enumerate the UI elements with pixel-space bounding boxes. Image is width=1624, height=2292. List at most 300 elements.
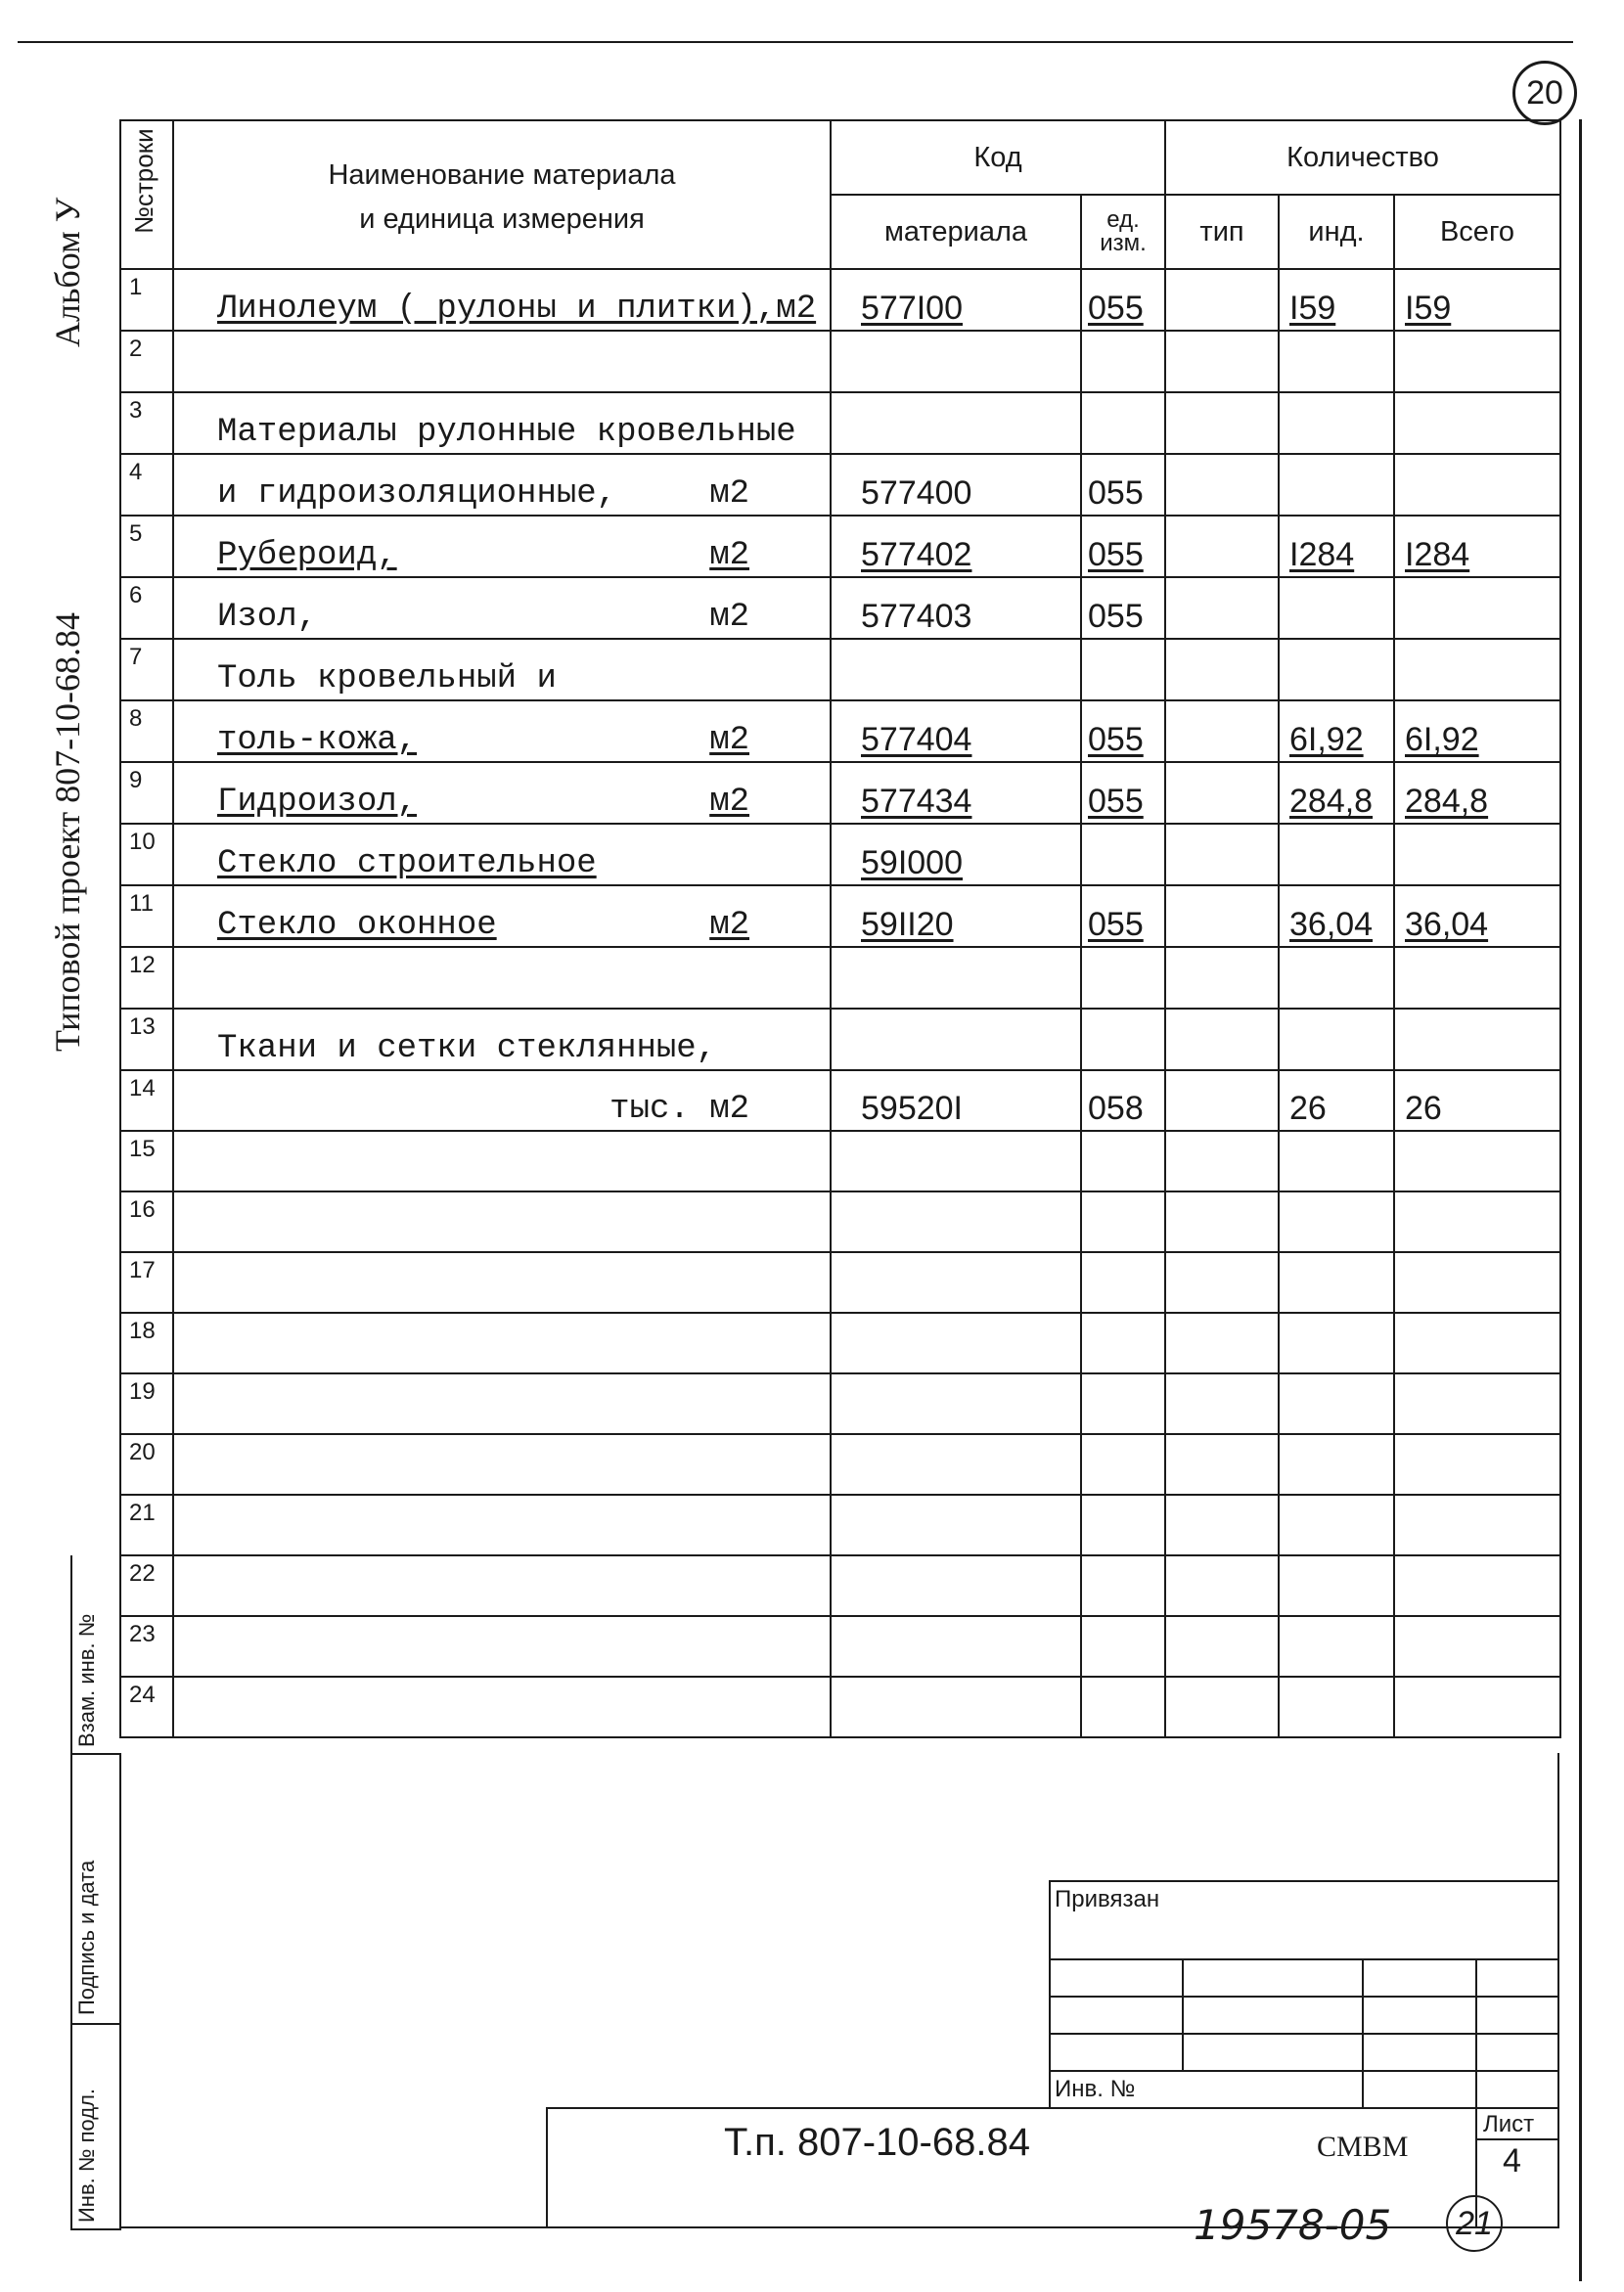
row-number-text: 10 bbox=[129, 829, 156, 855]
qty-ind bbox=[1279, 1495, 1394, 1555]
qty-type bbox=[1165, 269, 1279, 331]
material-code-text: 577403 bbox=[861, 598, 972, 635]
title-block-line bbox=[546, 2107, 548, 2226]
material-name bbox=[173, 1373, 831, 1434]
material-code-text: 577402 bbox=[861, 536, 972, 573]
unit-code bbox=[1081, 577, 1165, 639]
material-code-text: 577I00 bbox=[861, 290, 963, 327]
qty-type bbox=[1165, 516, 1279, 577]
qty-total bbox=[1394, 1677, 1560, 1737]
unit-code bbox=[1081, 700, 1165, 762]
title-block-line bbox=[1049, 1880, 1559, 1882]
table-row bbox=[120, 885, 1560, 947]
row-number-text: 15 bbox=[129, 1136, 156, 1162]
material-name bbox=[173, 1616, 831, 1677]
qty-total bbox=[1394, 639, 1560, 700]
material-name-text: Толь кровельный и bbox=[217, 660, 557, 697]
col-name-line2: и единица измерения bbox=[359, 203, 645, 235]
material-name-text: Стекло оконное bbox=[217, 907, 497, 944]
material-name bbox=[173, 639, 831, 700]
material-name bbox=[173, 1009, 831, 1070]
row-number-text: 20 bbox=[129, 1439, 156, 1465]
qty-total bbox=[1394, 824, 1560, 885]
qty-type bbox=[1165, 824, 1279, 885]
material-code bbox=[831, 1616, 1081, 1677]
qty-total bbox=[1394, 1313, 1560, 1373]
unit-code bbox=[1081, 762, 1165, 824]
row-number bbox=[120, 1677, 173, 1737]
qty-total bbox=[1394, 885, 1560, 947]
row-number-text: 9 bbox=[129, 767, 143, 793]
qty-type bbox=[1165, 762, 1279, 824]
handwritten-circled-number: 21 bbox=[1446, 2195, 1503, 2252]
qty-ind bbox=[1279, 947, 1394, 1009]
table-row bbox=[120, 1070, 1560, 1131]
table-row bbox=[120, 1191, 1560, 1252]
qty-ind bbox=[1279, 762, 1394, 824]
row-number-text: 23 bbox=[129, 1621, 156, 1647]
qty-ind bbox=[1279, 1313, 1394, 1373]
col-qty-total: Всего bbox=[1394, 195, 1560, 269]
material-code bbox=[831, 454, 1081, 516]
material-name bbox=[173, 1555, 831, 1616]
qty-ind-text: I59 bbox=[1289, 290, 1336, 327]
row-number bbox=[120, 1070, 173, 1131]
material-code-text: 59I000 bbox=[861, 844, 963, 881]
qty-total bbox=[1394, 516, 1560, 577]
col-rownum-label: №строки bbox=[129, 128, 158, 234]
document-code: Т.п. 807-10-68.84 bbox=[724, 2121, 1030, 2164]
title-block-line bbox=[1475, 1958, 1477, 2226]
qty-total bbox=[1394, 1070, 1560, 1131]
qty-ind bbox=[1279, 1070, 1394, 1131]
qty-ind-text: 284,8 bbox=[1289, 783, 1374, 820]
qty-type bbox=[1165, 1555, 1279, 1616]
row-number bbox=[120, 331, 173, 392]
unit-code bbox=[1081, 1616, 1165, 1677]
row-number-text: 14 bbox=[129, 1075, 156, 1101]
row-number bbox=[120, 1555, 173, 1616]
table-row bbox=[120, 331, 1560, 392]
unit-code-text: 058 bbox=[1088, 1090, 1144, 1127]
qty-type bbox=[1165, 1252, 1279, 1313]
qty-total bbox=[1394, 1191, 1560, 1252]
row-number bbox=[120, 1616, 173, 1677]
row-number-text: 21 bbox=[129, 1500, 156, 1526]
unit-code bbox=[1081, 1434, 1165, 1495]
qty-total bbox=[1394, 269, 1560, 331]
name-unit-suffix: м2 bbox=[709, 784, 749, 821]
material-name-text: Гидроизол, bbox=[217, 784, 418, 821]
qty-ind bbox=[1279, 1677, 1394, 1737]
qty-type bbox=[1165, 1131, 1279, 1191]
title-block-line bbox=[1182, 1958, 1184, 2070]
stamp-inv-podl: Инв. № подл. bbox=[74, 2088, 99, 2223]
qty-type bbox=[1165, 1495, 1279, 1555]
row-number-text: 17 bbox=[129, 1257, 156, 1283]
qty-total bbox=[1394, 1495, 1560, 1555]
qty-total bbox=[1394, 1131, 1560, 1191]
row-number bbox=[120, 1131, 173, 1191]
name-unit-suffix: тыс. м2 bbox=[609, 1091, 749, 1128]
material-name bbox=[173, 392, 831, 454]
row-number-text: 22 bbox=[129, 1560, 156, 1587]
top-border-line bbox=[18, 41, 1573, 43]
name-unit-suffix: м2 bbox=[709, 537, 749, 574]
unit-code bbox=[1081, 1070, 1165, 1131]
table-row bbox=[120, 700, 1560, 762]
col-code-material: материала bbox=[831, 195, 1081, 269]
material-code bbox=[831, 1495, 1081, 1555]
unit-code bbox=[1081, 947, 1165, 1009]
qty-total-text: I59 bbox=[1405, 290, 1452, 327]
materials-table bbox=[119, 119, 1561, 1738]
qty-total bbox=[1394, 1434, 1560, 1495]
title-block-line bbox=[1049, 2033, 1559, 2035]
material-name bbox=[173, 1131, 831, 1191]
sheet-label: Лист bbox=[1483, 2111, 1535, 2137]
material-code-text: 577400 bbox=[861, 474, 972, 512]
stamp-divider bbox=[70, 2023, 121, 2025]
title-block-line bbox=[1362, 1958, 1364, 2107]
unit-code bbox=[1081, 392, 1165, 454]
qty-total bbox=[1394, 454, 1560, 516]
qty-ind bbox=[1279, 639, 1394, 700]
stamp-divider bbox=[70, 1555, 72, 2228]
table-row bbox=[120, 639, 1560, 700]
unit-code bbox=[1081, 1495, 1165, 1555]
unit-code-text: 055 bbox=[1088, 536, 1144, 573]
title-block-line bbox=[1475, 2138, 1559, 2140]
qty-type bbox=[1165, 947, 1279, 1009]
material-code bbox=[831, 1677, 1081, 1737]
material-code bbox=[831, 1313, 1081, 1373]
table-row bbox=[120, 269, 1560, 331]
unit-code bbox=[1081, 1131, 1165, 1191]
material-name bbox=[173, 516, 831, 577]
material-name bbox=[173, 1070, 831, 1131]
bottom-frame-right bbox=[1557, 1753, 1559, 2228]
qty-type bbox=[1165, 577, 1279, 639]
row-number bbox=[120, 639, 173, 700]
table-row bbox=[120, 1434, 1560, 1495]
row-number-text: 18 bbox=[129, 1318, 156, 1344]
row-number bbox=[120, 1313, 173, 1373]
table-row bbox=[120, 1131, 1560, 1191]
material-code bbox=[831, 516, 1081, 577]
row-number-text: 11 bbox=[129, 890, 154, 917]
material-code bbox=[831, 700, 1081, 762]
qty-type bbox=[1165, 1070, 1279, 1131]
material-code bbox=[831, 762, 1081, 824]
qty-ind bbox=[1279, 700, 1394, 762]
qty-total bbox=[1394, 1373, 1560, 1434]
material-code-text: 59520I bbox=[861, 1090, 963, 1127]
qty-ind bbox=[1279, 1373, 1394, 1434]
qty-total-text: 26 bbox=[1405, 1090, 1442, 1127]
qty-type bbox=[1165, 639, 1279, 700]
right-border-line bbox=[1579, 119, 1582, 2281]
material-name-text: Ткани и сетки стеклянные, bbox=[217, 1030, 717, 1067]
qty-total bbox=[1394, 392, 1560, 454]
inv-no-label: Инв. № bbox=[1055, 2076, 1136, 2102]
qty-total bbox=[1394, 577, 1560, 639]
qty-total-text: I284 bbox=[1405, 536, 1470, 573]
material-name bbox=[173, 577, 831, 639]
row-number bbox=[120, 824, 173, 885]
qty-ind-text: I284 bbox=[1289, 536, 1355, 573]
material-code bbox=[831, 824, 1081, 885]
qty-ind-text: 36,04 bbox=[1289, 906, 1374, 943]
project-label: Типовой проект 807-10-68.84 bbox=[48, 611, 87, 1052]
table-row bbox=[120, 516, 1560, 577]
row-number-text: 6 bbox=[129, 582, 143, 608]
unit-code-text: 055 bbox=[1088, 474, 1144, 512]
row-number bbox=[120, 700, 173, 762]
material-name bbox=[173, 700, 831, 762]
sheet-value: 4 bbox=[1503, 2142, 1521, 2180]
row-number bbox=[120, 1495, 173, 1555]
material-code bbox=[831, 1434, 1081, 1495]
table-row bbox=[120, 1313, 1560, 1373]
qty-total bbox=[1394, 331, 1560, 392]
qty-type bbox=[1165, 885, 1279, 947]
material-code bbox=[831, 1252, 1081, 1313]
table-row bbox=[120, 392, 1560, 454]
material-name-text: Линолеум ( рулоны и плитки),м2 bbox=[217, 291, 817, 328]
qty-type bbox=[1165, 331, 1279, 392]
material-code bbox=[831, 1555, 1081, 1616]
col-name-line1: Наименование материала bbox=[328, 159, 676, 191]
material-name-text: Стекло строительное bbox=[217, 845, 597, 882]
col-qty-type: тип bbox=[1165, 195, 1279, 269]
title-block-line bbox=[1049, 1958, 1559, 1960]
row-number bbox=[120, 269, 173, 331]
col-name-header bbox=[173, 120, 831, 269]
row-number-text: 12 bbox=[129, 952, 156, 978]
material-name bbox=[173, 454, 831, 516]
row-number bbox=[120, 885, 173, 947]
unit-code-text: 055 bbox=[1088, 598, 1144, 635]
material-name bbox=[173, 1313, 831, 1373]
material-name bbox=[173, 1191, 831, 1252]
row-number bbox=[120, 1373, 173, 1434]
row-number-text: 24 bbox=[129, 1682, 156, 1708]
qty-type bbox=[1165, 454, 1279, 516]
material-code-text: 577434 bbox=[861, 783, 972, 820]
qty-type bbox=[1165, 1677, 1279, 1737]
qty-ind bbox=[1279, 824, 1394, 885]
unit-code-text: 055 bbox=[1088, 290, 1144, 327]
material-name bbox=[173, 762, 831, 824]
unit-code-text: 055 bbox=[1088, 906, 1144, 943]
table-row bbox=[120, 1009, 1560, 1070]
col-code-header: Код bbox=[831, 120, 1165, 195]
qty-total bbox=[1394, 762, 1560, 824]
qty-type bbox=[1165, 1191, 1279, 1252]
material-name bbox=[173, 1252, 831, 1313]
unit-code bbox=[1081, 1313, 1165, 1373]
qty-ind bbox=[1279, 269, 1394, 331]
qty-type bbox=[1165, 1009, 1279, 1070]
qty-ind bbox=[1279, 1131, 1394, 1191]
title-block-line bbox=[1049, 1996, 1559, 1998]
table-row bbox=[120, 1252, 1560, 1313]
row-number-text: 7 bbox=[129, 644, 143, 670]
col-code-unit: ед. изм. bbox=[1081, 195, 1165, 269]
material-code-text: 59II20 bbox=[861, 906, 954, 943]
name-unit-suffix: м2 bbox=[709, 475, 749, 513]
qty-ind bbox=[1279, 454, 1394, 516]
qty-ind bbox=[1279, 516, 1394, 577]
material-code bbox=[831, 269, 1081, 331]
unit-code bbox=[1081, 1009, 1165, 1070]
material-code bbox=[831, 1009, 1081, 1070]
row-number bbox=[120, 392, 173, 454]
row-number bbox=[120, 577, 173, 639]
qty-ind bbox=[1279, 885, 1394, 947]
row-number-text: 16 bbox=[129, 1196, 156, 1223]
qty-total bbox=[1394, 700, 1560, 762]
col-qty-ind: инд. bbox=[1279, 195, 1394, 269]
material-name-text: Изол, bbox=[217, 599, 318, 636]
material-name bbox=[173, 885, 831, 947]
table-row bbox=[120, 762, 1560, 824]
row-number-text: 2 bbox=[129, 336, 143, 362]
table-row bbox=[120, 454, 1560, 516]
material-name bbox=[173, 1495, 831, 1555]
material-name bbox=[173, 1677, 831, 1737]
qty-ind-text: 26 bbox=[1289, 1090, 1327, 1127]
row-number-text: 1 bbox=[129, 274, 143, 300]
qty-ind bbox=[1279, 331, 1394, 392]
material-name bbox=[173, 331, 831, 392]
unit-code bbox=[1081, 516, 1165, 577]
material-name bbox=[173, 1434, 831, 1495]
unit-code bbox=[1081, 885, 1165, 947]
handwritten-number: 19578-05 bbox=[1194, 2201, 1392, 2249]
name-unit-suffix: м2 bbox=[709, 907, 749, 944]
material-code bbox=[831, 1131, 1081, 1191]
row-number bbox=[120, 516, 173, 577]
material-code bbox=[831, 392, 1081, 454]
material-name-text: и гидроизоляционные, bbox=[217, 475, 617, 513]
qty-ind bbox=[1279, 1434, 1394, 1495]
unit-code bbox=[1081, 331, 1165, 392]
stamp-divider bbox=[70, 1753, 121, 1755]
qty-ind bbox=[1279, 1252, 1394, 1313]
unit-code bbox=[1081, 1252, 1165, 1313]
table-row bbox=[120, 1555, 1560, 1616]
title-block-line bbox=[1049, 1880, 1051, 2107]
col-qty-header: Количество bbox=[1165, 120, 1560, 195]
qty-ind bbox=[1279, 392, 1394, 454]
stamp-divider bbox=[70, 2228, 121, 2230]
row-number bbox=[120, 1252, 173, 1313]
table-row bbox=[120, 1677, 1560, 1737]
unit-code-text: 055 bbox=[1088, 721, 1144, 758]
unit-code bbox=[1081, 1373, 1165, 1434]
qty-total-text: 36,04 bbox=[1405, 906, 1489, 943]
row-number bbox=[120, 947, 173, 1009]
material-name bbox=[173, 947, 831, 1009]
row-number bbox=[120, 1434, 173, 1495]
qty-total bbox=[1394, 1616, 1560, 1677]
qty-type bbox=[1165, 1373, 1279, 1434]
title-block-line bbox=[546, 2107, 1559, 2109]
qty-total bbox=[1394, 1555, 1560, 1616]
material-code bbox=[831, 1373, 1081, 1434]
col-rownum-header bbox=[120, 120, 173, 269]
table-row bbox=[120, 1373, 1560, 1434]
table-row bbox=[120, 1495, 1560, 1555]
row-number-text: 3 bbox=[129, 397, 143, 424]
material-name-text: Материалы рулонные кровельные bbox=[217, 414, 796, 451]
table-row bbox=[120, 824, 1560, 885]
row-number-text: 8 bbox=[129, 705, 143, 732]
qty-total-text: 284,8 bbox=[1405, 783, 1489, 820]
material-code bbox=[831, 331, 1081, 392]
unit-code bbox=[1081, 454, 1165, 516]
stamp-vzam-inv: Взам. инв. № bbox=[74, 1613, 99, 1747]
row-number-text: 19 bbox=[129, 1378, 156, 1405]
qty-total-text: 6I,92 bbox=[1405, 721, 1479, 758]
name-unit-suffix: м2 bbox=[709, 722, 749, 759]
material-code bbox=[831, 885, 1081, 947]
qty-ind bbox=[1279, 1191, 1394, 1252]
unit-code bbox=[1081, 1555, 1165, 1616]
material-code bbox=[831, 947, 1081, 1009]
table-row bbox=[120, 947, 1560, 1009]
material-name-text: толь-кожа, bbox=[217, 722, 418, 759]
name-unit-suffix: м2 bbox=[709, 599, 749, 636]
qty-ind bbox=[1279, 1616, 1394, 1677]
qty-total bbox=[1394, 1252, 1560, 1313]
qty-ind bbox=[1279, 577, 1394, 639]
bottom-frame-left bbox=[119, 1753, 121, 2228]
privyazan-label: Привязан bbox=[1055, 1886, 1160, 1912]
unit-code bbox=[1081, 269, 1165, 331]
qty-ind bbox=[1279, 1009, 1394, 1070]
title-block-line bbox=[1049, 2070, 1559, 2072]
unit-code-text: 055 bbox=[1088, 783, 1144, 820]
material-code bbox=[831, 639, 1081, 700]
material-code bbox=[831, 577, 1081, 639]
row-number bbox=[120, 454, 173, 516]
unit-code bbox=[1081, 824, 1165, 885]
qty-ind bbox=[1279, 1555, 1394, 1616]
qty-type bbox=[1165, 700, 1279, 762]
table-row bbox=[120, 577, 1560, 639]
sheet-number-circle: 20 bbox=[1512, 61, 1577, 125]
qty-type bbox=[1165, 1434, 1279, 1495]
material-code bbox=[831, 1191, 1081, 1252]
material-code bbox=[831, 1070, 1081, 1131]
row-number-text: 5 bbox=[129, 520, 143, 547]
qty-total bbox=[1394, 1009, 1560, 1070]
qty-total bbox=[1394, 947, 1560, 1009]
row-number bbox=[120, 1009, 173, 1070]
organization-code: СМВМ bbox=[1317, 2131, 1409, 2163]
row-number bbox=[120, 762, 173, 824]
unit-code bbox=[1081, 639, 1165, 700]
stamp-podpis-data: Подпись и дата bbox=[74, 1860, 99, 2015]
row-number-text: 13 bbox=[129, 1013, 156, 1040]
material-code-text: 577404 bbox=[861, 721, 972, 758]
unit-code bbox=[1081, 1677, 1165, 1737]
table-row bbox=[120, 1616, 1560, 1677]
unit-code bbox=[1081, 1191, 1165, 1252]
